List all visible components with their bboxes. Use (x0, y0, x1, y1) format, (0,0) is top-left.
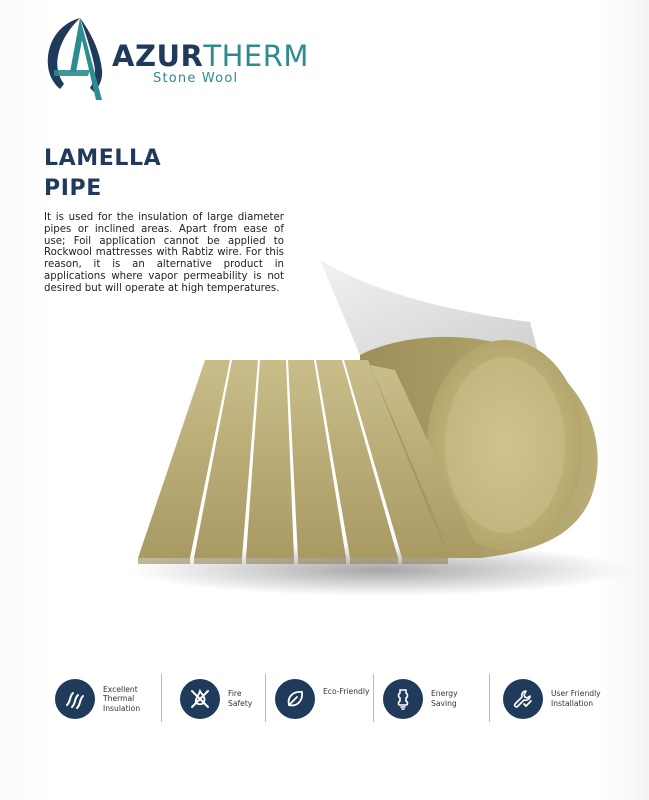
feature-label (431, 689, 491, 708)
thermal-insulation-icon (55, 679, 95, 719)
brand-logo-mark-icon (40, 14, 112, 104)
feature-label (103, 685, 163, 714)
feature-user-friendly-installation (503, 674, 611, 724)
feature-label-line: Saving (431, 699, 457, 708)
feature-eco-friendly (275, 674, 383, 724)
feature-label (323, 687, 383, 697)
brand-name (112, 39, 309, 73)
divider (161, 674, 162, 722)
brand-tagline: Stone Wool (153, 71, 239, 86)
divider (489, 674, 490, 722)
feature-label-line: Excellent (103, 684, 138, 694)
feature-label-line: Eco-Friendly (323, 687, 370, 697)
features-bar (55, 674, 625, 734)
feature-fire-safety (180, 674, 288, 724)
divider (373, 674, 374, 722)
feature-label-line: Insulation (103, 703, 141, 713)
feature-label-line: Installation (551, 699, 594, 708)
feature-label-line: Thermal (103, 694, 135, 704)
feature-energy-saving (383, 674, 491, 724)
brand-name-light: THERM (203, 39, 309, 73)
product-image (110, 240, 630, 610)
feature-label-line: Fire (228, 689, 242, 699)
eco-friendly-icon (275, 679, 315, 719)
feature-label-line: Safety (228, 699, 253, 708)
product-title (44, 144, 161, 204)
brand-name-bold: AZUR (112, 39, 204, 73)
product-title-line-2: PIPE (44, 176, 102, 201)
product-description: It is used for the insulation of large diameter pipes or inclined areas. Apart from ease of use; Foil application cannot be applied to Rockwool mattresses with Rabtiz wire. For this reason, it is an alternative product in applications where vapor permeability is not desired but will operate at high temperatures. (44, 212, 284, 294)
feature-label (551, 689, 611, 708)
feature-label-line: Energy (431, 689, 458, 699)
energy-saving-icon (383, 679, 423, 719)
product-title-line-1: LAMELLA (44, 146, 162, 171)
fire-safety-icon (180, 679, 220, 719)
user-friendly-installation-icon (503, 679, 543, 719)
feature-label-line: User Friendly (551, 689, 601, 699)
divider (265, 674, 266, 722)
feature-thermal-insulation (55, 674, 163, 724)
